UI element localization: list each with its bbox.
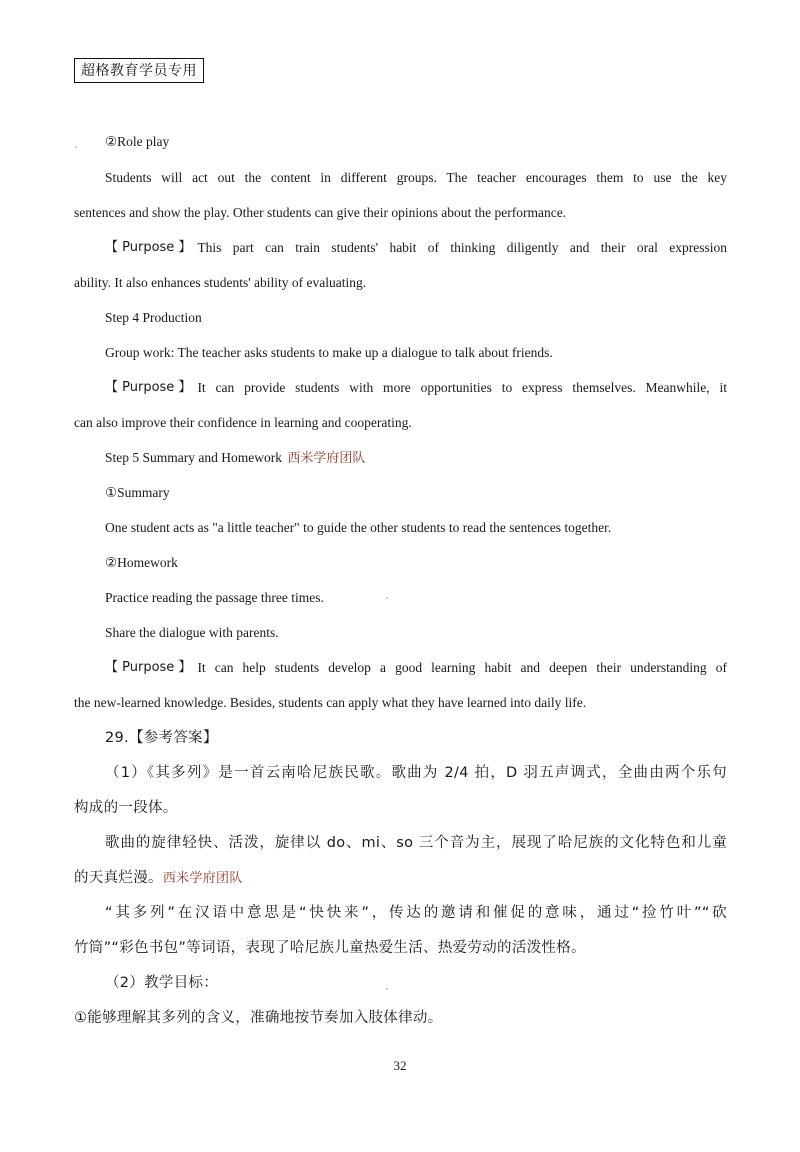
purpose-label: 【 Purpose 】 [105, 660, 192, 675]
paragraph-line: sentences and show the play. Other students can give their opinions about the performance. [74, 205, 567, 220]
purpose-line [105, 659, 727, 677]
paragraph-line [74, 869, 243, 888]
paragraph-line: can also improve their confidence in learning and cooperating. [74, 415, 412, 430]
sub-heading: ②Homework [105, 555, 178, 570]
paragraph-line: 歌曲的旋律轻快、活泼，旋律以 do、mi、so 三个音为主，展现了哈尼族的文化特色和儿童 [105, 835, 727, 851]
scan-speck [386, 988, 388, 990]
paragraph-line: （1）《其多列》是一首云南哈尼族民歌。歌曲为 2/4 拍，D 羽五声调式，全曲由两个乐句 [105, 765, 727, 781]
step-heading-text: Step 5 Summary and Homework [105, 450, 282, 465]
purpose-line [105, 239, 727, 257]
purpose-label: 【 Purpose 】 [105, 380, 192, 395]
purpose-label: 【 Purpose 】 [105, 240, 192, 255]
sub-heading: ①Summary [105, 485, 170, 500]
paragraph-text: This part can train students' habit of thinking diligently and their oral expression [197, 240, 727, 255]
paragraph-line: “其多列”在汉语中意思是“快快来”，传达的邀请和催促的意味，通过“捡竹叶”“砍 [105, 905, 727, 921]
paragraph-line: Practice reading the passage three times. [105, 590, 324, 605]
paragraph-line: Share the dialogue with parents. [105, 625, 279, 640]
paragraph-text: It can help students develop a good learning habit and deepen their understanding of [197, 660, 727, 675]
header-label: 超格教育学员专用 [74, 58, 204, 83]
scan-speck [75, 146, 77, 148]
paragraph-line: ability. It also enhances students' ability of evaluating. [74, 275, 367, 290]
paragraph-text: It can provide students with more opportunities to express themselves. Meanwhile, it [197, 380, 727, 395]
paragraph-line: Students will act out the content in different groups. The teacher encourages them to use the key [105, 170, 727, 185]
paragraph-line: 竹筒”“彩色书包”等词语，表现了哈尼族儿童热爱生活、热爱劳动的活泼性格。 [74, 940, 586, 956]
paragraph-line: One student acts as "a little teacher" to guide the other students to read the sentences together. [105, 520, 612, 535]
watermark-text: 西米学府团队 [287, 451, 366, 466]
step-heading [105, 449, 365, 468]
role-play-heading: ②Role play [105, 134, 170, 149]
paragraph-text: 的天真烂漫。 [74, 870, 163, 886]
scan-speck [386, 597, 388, 599]
answer-heading: 29.【参考答案】 [105, 730, 218, 746]
paragraph-line: ①能够理解其多列的含义，准确地按节奏加入肢体律动。 [74, 1010, 443, 1026]
paragraph-line: 构成的一段体。 [74, 800, 178, 816]
watermark-text: 西米学府团队 [162, 871, 243, 886]
purpose-line [105, 379, 727, 397]
step-heading: Step 4 Production [105, 310, 202, 325]
paragraph-line: Group work: The teacher asks students to make up a dialogue to talk about friends. [105, 345, 553, 360]
paragraph-line: the new-learned knowledge. Besides, students can apply what they have learned into daily life. [74, 695, 587, 710]
sub-heading: （2）教学目标： [105, 975, 219, 991]
page-number: 32 [393, 1058, 407, 1073]
